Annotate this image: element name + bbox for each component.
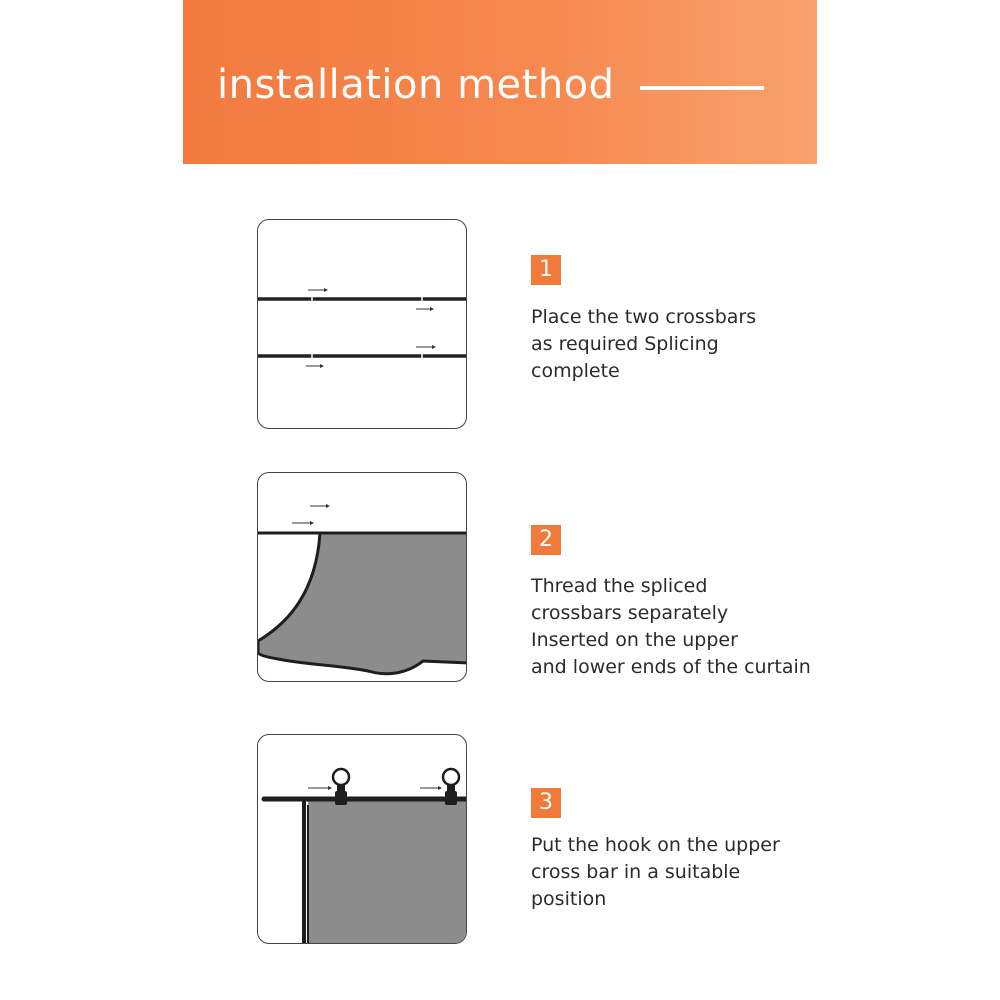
hook-icon [333,769,349,805]
step-3-line: Put the hook on the upper [531,834,780,856]
step-3-description [531,832,780,913]
step-1-line: Place the two crossbars [531,306,757,328]
header-banner [183,0,817,164]
step-3-illustration [257,734,467,944]
crossbars-splicing-diagram [258,220,467,429]
page-title: installation method [217,62,615,108]
step-2-badge: 2 [531,525,561,555]
step-3-line: position [531,888,607,910]
step-2-description [531,573,811,681]
step-2-line: Inserted on the upper [531,629,738,651]
step-1-illustration [257,219,467,429]
step-1-description [531,304,756,385]
step-3-badge: 3 [531,788,561,818]
step-1-badge: 1 [531,255,561,285]
step-1-line: as required Splicing [531,333,719,355]
step-2-line: crossbars separately [531,602,729,624]
hook-hanging-diagram [258,735,467,944]
step-2-line: Thread the spliced [531,575,708,597]
step-2-illustration [257,472,467,682]
step-3-line: cross bar in a suitable [531,861,741,883]
hook-icon [443,769,459,805]
step-1-line: complete [531,360,620,382]
title-underline-decoration [640,86,764,90]
step-2-line: and lower ends of the curtain [531,656,811,678]
curtain-threading-diagram [258,473,467,682]
